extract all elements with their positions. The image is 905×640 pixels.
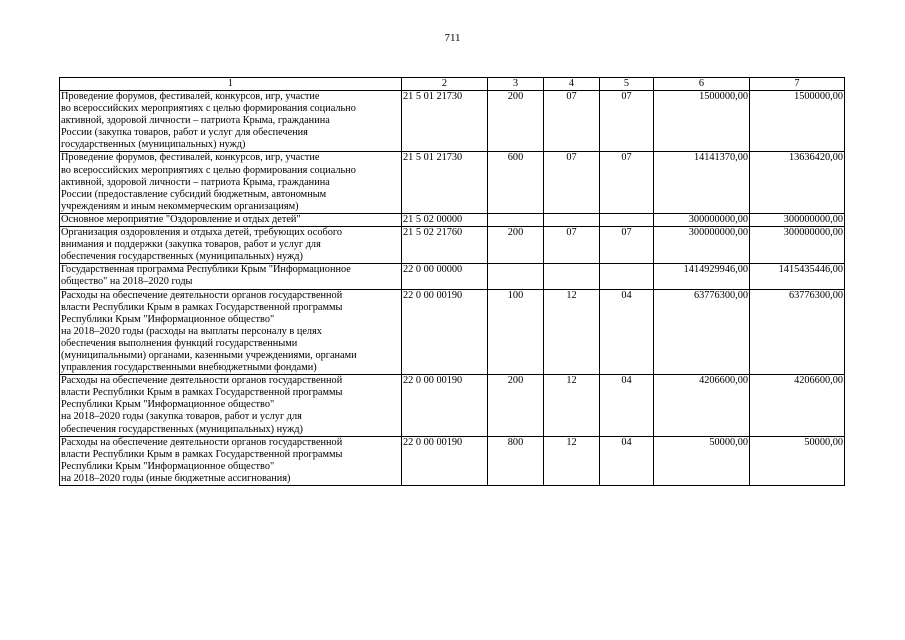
- row-subsection: 04: [600, 436, 654, 485]
- table-row: [60, 152, 845, 213]
- row-description: Организация оздоровления и отдыха детей, требующих особого внимания и поддержки (закупка товаров, работ и услуг для обеспечения государственных (муниципальных) нужд): [60, 227, 402, 264]
- header-col-3: 3: [488, 78, 544, 91]
- header-col-1: 1: [60, 78, 402, 91]
- row-section: 07: [544, 91, 600, 152]
- row-expense-type: 800: [488, 436, 544, 485]
- page-number: 711: [444, 32, 461, 44]
- row-section: 12: [544, 375, 600, 436]
- table-header-row: [60, 78, 845, 91]
- table-row: [60, 264, 845, 289]
- header-col-7: 7: [750, 78, 845, 91]
- row-amount-col6: 4206600,00: [654, 375, 750, 436]
- row-target-code: 21 5 01 21730: [402, 91, 488, 152]
- header-col-6: 6: [654, 78, 750, 91]
- table-row: [60, 436, 845, 485]
- row-amount-col6: 50000,00: [654, 436, 750, 485]
- row-description: Расходы на обеспечение деятельности органов государственной власти Республики Крым в рамках Государственной программы Республики Крым "Информационное общество" на 2018–2020 годы (расходы на выплаты персоналу в целях обеспечения выполнения функций государственными (муниципальными) органами, казенными учреждениями, органами управления государственными внебюджетными фондами): [60, 289, 402, 375]
- row-target-code: 22 0 00 00000: [402, 264, 488, 289]
- row-target-code: 22 0 00 00190: [402, 436, 488, 485]
- row-amount-col7: 300000000,00: [750, 213, 845, 226]
- row-expense-type: 200: [488, 91, 544, 152]
- row-amount-col6: 14141370,00: [654, 152, 750, 213]
- row-subsection: 04: [600, 289, 654, 375]
- row-subsection: 07: [600, 91, 654, 152]
- row-description: Основное мероприятие "Оздоровление и отдых детей": [60, 213, 402, 226]
- row-section: 12: [544, 436, 600, 485]
- row-description: Проведение форумов, фестивалей, конкурсов, игр, участие во всероссийских мероприятиях с целью формирования социально активной, здоровой личности – патриота Крыма, гражданина России (предоставление субсидий бюджетным, автономным учреждениям и иным некоммерческим организациям): [60, 152, 402, 213]
- row-amount-col7: 1500000,00: [750, 91, 845, 152]
- row-expense-type: 200: [488, 227, 544, 264]
- row-subsection: [600, 264, 654, 289]
- row-amount-col6: 300000000,00: [654, 213, 750, 226]
- row-amount-col7: 13636420,00: [750, 152, 845, 213]
- row-section: 07: [544, 152, 600, 213]
- row-section: [544, 213, 600, 226]
- row-amount-col6: 1414929946,00: [654, 264, 750, 289]
- budget-table: [59, 77, 845, 486]
- row-target-code: 22 0 00 00190: [402, 289, 488, 375]
- row-amount-col6: 63776300,00: [654, 289, 750, 375]
- row-target-code: 21 5 01 21730: [402, 152, 488, 213]
- header-col-5: 5: [600, 78, 654, 91]
- table-row: [60, 213, 845, 226]
- row-amount-col6: 1500000,00: [654, 91, 750, 152]
- header-col-4: 4: [544, 78, 600, 91]
- row-target-code: 22 0 00 00190: [402, 375, 488, 436]
- table-row: [60, 227, 845, 264]
- table-row: [60, 289, 845, 375]
- row-description: Расходы на обеспечение деятельности органов государственной власти Республики Крым в рамках Государственной программы Республики Крым "Информационное общество" на 2018–2020 годы (закупка товаров, работ и услуг для обеспечения государственных (муниципальных) нужд): [60, 375, 402, 436]
- table-row: [60, 91, 845, 152]
- row-target-code: 21 5 02 00000: [402, 213, 488, 226]
- row-expense-type: [488, 264, 544, 289]
- row-subsection: 07: [600, 152, 654, 213]
- row-subsection: 07: [600, 227, 654, 264]
- row-section: 07: [544, 227, 600, 264]
- row-subsection: [600, 213, 654, 226]
- row-description: Расходы на обеспечение деятельности органов государственной власти Республики Крым в рамках Государственной программы Республики Крым "Информационное общество" на 2018–2020 годы (иные бюджетные ассигнования): [60, 436, 402, 485]
- row-description: Проведение форумов, фестивалей, конкурсов, игр, участие во всероссийских мероприятиях с целью формирования социально активной, здоровой личности – патриота Крыма, гражданина России (закупка товаров, работ и услуг для обеспечения государственных (муниципальных) нужд): [60, 91, 402, 152]
- row-amount-col7: 50000,00: [750, 436, 845, 485]
- row-amount-col7: 63776300,00: [750, 289, 845, 375]
- header-col-2: 2: [402, 78, 488, 91]
- row-amount-col7: 1415435446,00: [750, 264, 845, 289]
- row-section: 12: [544, 289, 600, 375]
- row-section: [544, 264, 600, 289]
- row-amount-col7: 4206600,00: [750, 375, 845, 436]
- row-description: Государственная программа Республики Крым "Информационное общество" на 2018–2020 годы: [60, 264, 402, 289]
- row-amount-col6: 300000000,00: [654, 227, 750, 264]
- row-expense-type: [488, 213, 544, 226]
- row-subsection: 04: [600, 375, 654, 436]
- table-row: [60, 375, 845, 436]
- row-expense-type: 100: [488, 289, 544, 375]
- row-expense-type: 600: [488, 152, 544, 213]
- row-target-code: 21 5 02 21760: [402, 227, 488, 264]
- row-expense-type: 200: [488, 375, 544, 436]
- row-amount-col7: 300000000,00: [750, 227, 845, 264]
